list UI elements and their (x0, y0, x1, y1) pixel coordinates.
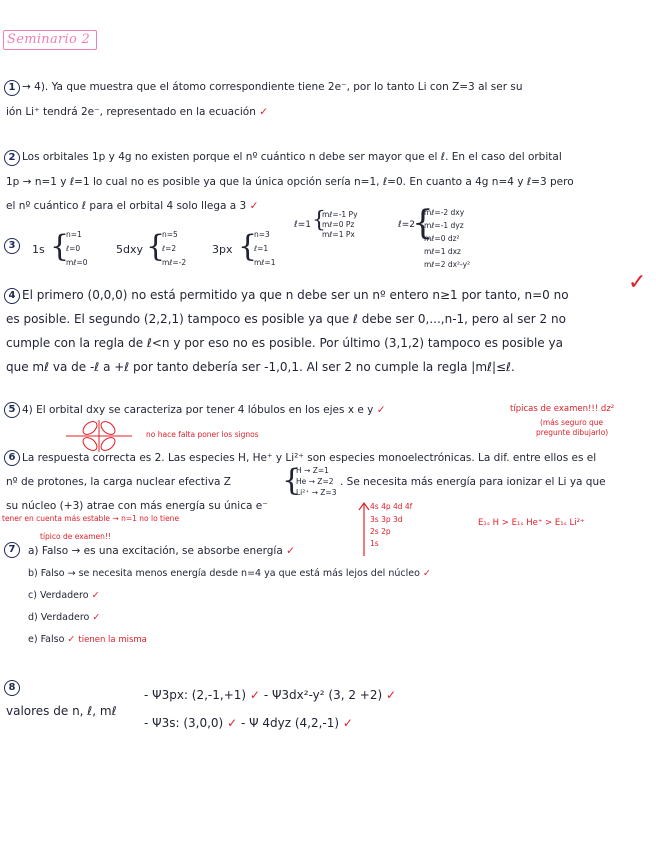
brace: { (312, 208, 326, 233)
signs-note: no hace falta poner los signos (146, 430, 259, 439)
q2-line-1: Los orbitales 1p y 4g no existen porque el nº cuántico n debe ser mayor que el ℓ. En el caso del orbital (22, 151, 562, 163)
brace: { (146, 229, 166, 264)
dxy-orbital-sketch (64, 418, 134, 454)
q6-note-2: típico de examen!! (40, 532, 111, 541)
q3-c-value: ℓ=1 (254, 244, 269, 253)
question-number: 7 (4, 542, 20, 558)
q7-item (28, 590, 100, 601)
q7-item-note: tienen la misma (78, 635, 147, 645)
check-mark: ✓ (286, 545, 295, 557)
q3-orbital-c: 3px (212, 243, 233, 256)
l2-label: ℓ=2 (398, 220, 415, 230)
q4-line-1: El primero (0,0,0) no está permitido ya que n debe ser un nº entero n≥1 por tanto, n=0 no (22, 288, 569, 302)
q7-item (28, 568, 431, 579)
l1-item: mℓ=-1 Py (322, 210, 358, 219)
check-mark: ✓ (92, 612, 101, 623)
q1-line-2-text: ión Li⁺ tendrá 2e⁻, representado en la ecuación (6, 106, 256, 118)
energy-level: 4s 4p 4d 4f (370, 502, 413, 511)
q4-line-3: cumple con la regla de ℓ<n y por eso no es posible. Por último (3,1,2) tampoco es posible ya (6, 336, 563, 350)
exam-note: (más seguro que (540, 418, 604, 427)
q6-line-2b: . Se necesita más energía para ionizar el Li ya que (340, 476, 606, 488)
q3-c-value: n=3 (254, 230, 270, 239)
q1-line-1: → 4). Ya que muestra que el átomo correspondiente tiene 2e⁻, por lo tanto Li con Z=3 al ser su (22, 81, 523, 93)
q3-orbital-b: 5dxy (116, 243, 144, 256)
exam-note: típicas de examen!!! dz² (510, 404, 615, 414)
energy-level: 1s (370, 539, 379, 548)
q2-line-2: 1p → n=1 y ℓ=1 lo cual no es posible ya que la única opción sería n=1, ℓ=0. En cuanto a 4g n=4 y ℓ=3 pero (6, 176, 574, 188)
check-mark: ✓ (386, 688, 397, 702)
exam-note: pregunte dibujarlo) (536, 428, 609, 437)
question-number: 2 (4, 150, 20, 166)
q1-line-2 (6, 106, 268, 118)
question-number: 1 (4, 80, 20, 96)
check-mark: ✓ (91, 590, 100, 601)
q8-value-text: - Ψ 4dyz (4,2,-1) (240, 716, 340, 730)
q8-value-text: - Ψ3dx²-y² (3, 2 +2) (263, 688, 383, 702)
q3-b-value: n=5 (162, 230, 178, 239)
question-number: 4 (4, 288, 20, 304)
question-number: 3 (4, 238, 20, 254)
l2-item: mℓ=1 dxz (424, 247, 461, 256)
l2-item: mℓ=-1 dyz (424, 221, 464, 230)
q5-line-1 (22, 404, 386, 416)
l1-item: mℓ=0 Pz (322, 220, 355, 229)
q7-item (28, 612, 100, 623)
l2-item: mℓ=0 dz² (424, 234, 460, 243)
energy-order: E₁ₛ H > E₁ₛ He⁺ > E₁ₛ Li²⁺ (478, 518, 585, 528)
q2-line-3 (6, 200, 258, 212)
q6-line-1: La respuesta correcta es 2. Las especies H, He⁺ y Li²⁺ son especies monoelectrónicas. La dif. entre ellos es el (22, 452, 597, 464)
check-mark: ✓ (376, 404, 386, 416)
q7-item (28, 634, 147, 645)
q8-label: valores de n, ℓ, mℓ (6, 704, 117, 718)
brace: { (412, 203, 434, 243)
l1-label: ℓ=1 (294, 220, 311, 230)
l2-item: mℓ=2 dx²-y² (424, 260, 471, 269)
q7-item-text: d) Verdadero (28, 612, 90, 623)
z-item: Li²⁺ → Z=3 (296, 488, 337, 497)
check-mark: ✓ (249, 688, 260, 702)
check-mark: ✓ (227, 716, 238, 730)
q6-line-2: nº de protones, la carga nuclear efectiva Z (6, 476, 231, 488)
q7-item (28, 545, 295, 557)
page-title: Seminario 2 (3, 30, 97, 50)
q3-a-value: mℓ=0 (66, 258, 88, 267)
q5-line-1-text: 4) El orbital dxy se caracteriza por tener 4 lóbulos en los ejes x e y (22, 404, 374, 416)
q3-b-value: ℓ=2 (162, 244, 177, 253)
check-mark: ✓ (422, 568, 431, 579)
question-number: 6 (4, 450, 20, 466)
brace: { (238, 229, 258, 264)
check-mark: ✓ (249, 200, 259, 212)
z-item: He → Z=2 (296, 477, 334, 486)
q4-line-4: que mℓ va de -ℓ a +ℓ por tanto debería ser -1,0,1. Al ser 2 no cumple la regla |mℓ|≤ℓ. (6, 360, 515, 374)
energy-level: 3s 3p 3d (370, 515, 403, 524)
q8-value (144, 716, 353, 730)
q3-a-value: n=1 (66, 230, 82, 239)
q2-line-3-text: el nº cuántico ℓ para el orbital 4 solo llega a 3 (6, 200, 247, 212)
brace: { (50, 229, 70, 264)
q8-value (144, 688, 396, 702)
q8-value-text: - Ψ3px: (2,-1,+1) (144, 688, 247, 702)
question-number: 8 (4, 680, 20, 696)
q7-item-text: e) Falso (28, 634, 65, 645)
l2-item: mℓ=-2 dxy (424, 208, 465, 217)
q3-a-value: ℓ=0 (66, 244, 81, 253)
q7-item-text: a) Falso → es una excitación, se absorbe energía (28, 545, 283, 557)
brace: { (282, 463, 302, 498)
check-mark: ✓ (628, 270, 647, 295)
question-number: 5 (4, 402, 20, 418)
q3-b-value: mℓ=-2 (162, 258, 187, 267)
q3-orbital-a: 1s (32, 243, 45, 256)
check-mark: ✓ (259, 106, 269, 118)
q6-line-3: su núcleo (+3) atrae con más energía su única e⁻ (6, 500, 268, 512)
q7-item-text: b) Falso → se necesita menos energía desde n=4 ya que está más lejos del núcleo (28, 568, 420, 579)
z-item: H → Z=1 (296, 466, 329, 475)
check-mark: ✓ (342, 716, 353, 730)
q4-line-2: es posible. El segundo (2,2,1) tampoco es posible ya que ℓ debe ser 0,...,n-1, pero al ser 2 no (6, 312, 566, 326)
l1-item: mℓ=1 Px (322, 230, 355, 239)
check-mark: ✓ (67, 634, 76, 645)
q3-c-value: mℓ=1 (254, 258, 276, 267)
q6-note: tener en cuenta más estable → n=1 no lo tiene (2, 514, 180, 523)
q7-item-text: c) Verdadero (28, 590, 89, 601)
q8-value-text: - Ψ3s: (3,0,0) (144, 716, 224, 730)
energy-level: 2s 2p (370, 527, 391, 536)
